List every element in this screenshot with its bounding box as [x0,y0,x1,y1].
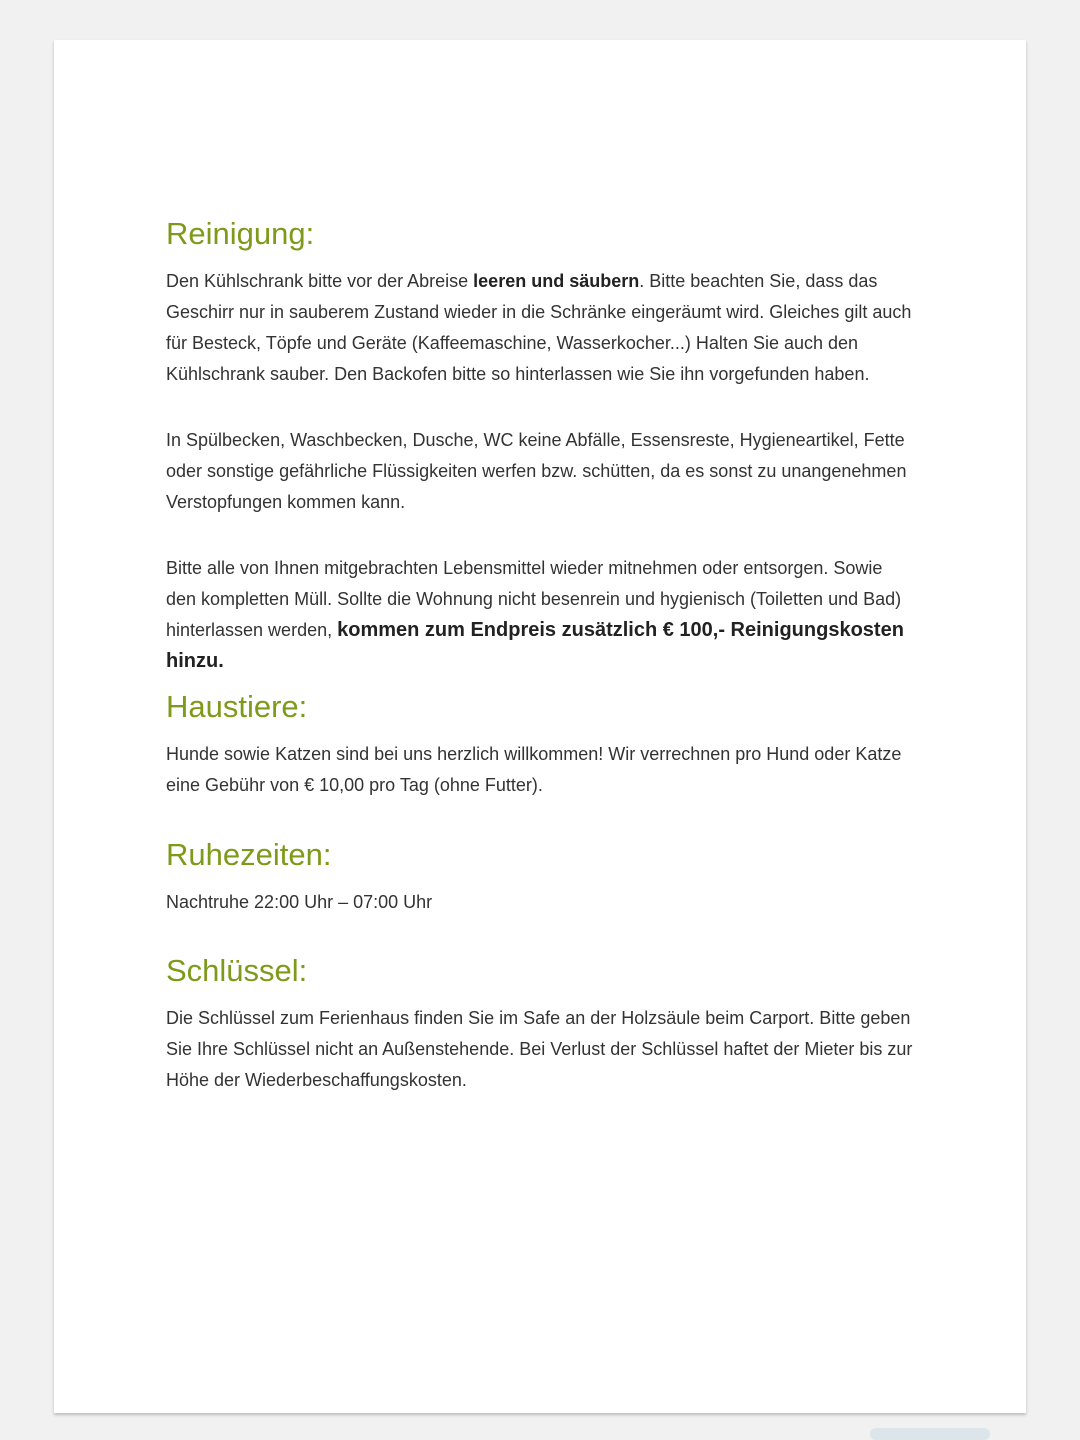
bold-text-reinigungskosten: kommen zum Endpreis zusätzlich € 100,- Reinigungskosten hinzu. [166,619,904,672]
bold-text-leeren: leeren und säubern [473,271,640,291]
paragraph-haustiere: Hunde sowie Katzen sind bei uns herzlich willkommen! Wir verrechnen pro Hund oder Katze eine Gebühr von € 10,00 pro Tag (ohne Futter). [166,744,902,795]
paragraph-reinigung-kuehlschrank [166,266,916,390]
heading-haustiere: Haustiere: [166,689,308,724]
paragraph-schluessel: Die Schlüssel zum Ferienhaus finden Sie im Safe an der Holzsäule beim Carport. Bitte geben Sie Ihre Schlüssel nicht an Außenstehende. Bei Verlust der Schlüssel haftet der Mieter bis zur Höhe der Wiederbeschaffungskosten. [166,1008,913,1090]
document-content [166,216,916,1096]
paragraph-reinigung-abfluss: In Spülbecken, Waschbecken, Dusche, WC keine Abfälle, Essensreste, Hygieneartikel, Fette oder sonstige gefährliche Flüssigkeiten werfen bzw. schütten, da es sonst zu unangenehmen Verstopfungen kommen kann. [166,430,907,512]
text-segment: . Bitte beachten Sie, dass das Geschirr nur in sauberem Zustand wieder in die Schränke eingeräumt wird. Gleiches gilt auch für Besteck, Töpfe und Geräte (Kaffeemaschine, Wasserkocher...) Halten Sie auch den Kühlschrank sauber. Den Backofen bitte so hinterlassen wie Sie ihn vorgefunden haben. [166,271,912,384]
heading-ruhezeiten: Ruhezeiten: [166,837,332,872]
text-segment: Den Kühlschrank bitte vor der Abreise [166,271,474,291]
heading-schluessel: Schlüssel: [166,953,308,988]
paragraph-reinigung-lebensmittel [166,553,916,677]
text-segment: Bitte alle von Ihnen mitgebrachten Lebensmittel wieder mitnehmen oder entsorgen. Sowie den kompletten Müll. Sollte die Wohnung nicht besenrein und hygienisch (Toiletten und Bad) hinterlassen werden, [166,558,902,640]
document-page [54,40,1026,1413]
heading-reinigung: Reinigung: [166,216,315,251]
paragraph-ruhezeiten: Nachtruhe 22:00 Uhr – 07:00 Uhr [166,892,433,912]
scroll-indicator[interactable] [870,1428,990,1440]
